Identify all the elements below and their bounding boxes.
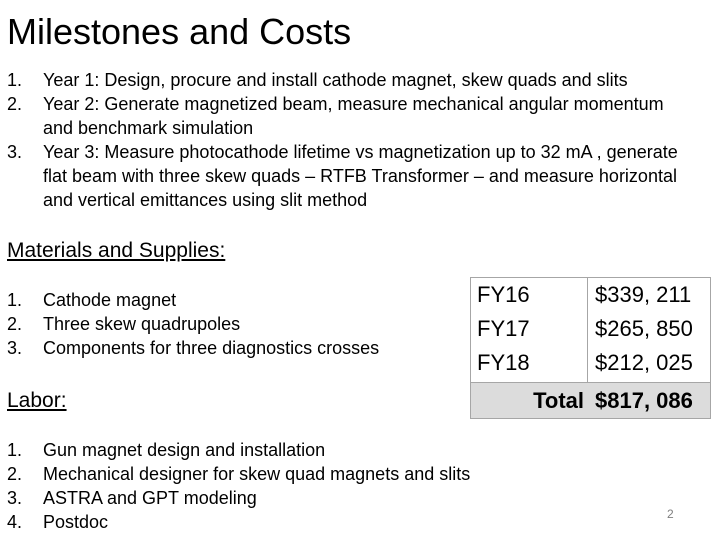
year-cell: FY16 [477,282,530,307]
list-item-number: 1. [7,440,23,460]
list-item [7,510,587,534]
list-item [7,312,457,336]
list-item-text: ASTRA and GPT modeling [43,488,257,508]
list-item [7,438,587,462]
list-item-number: 4. [7,512,23,532]
amount-cell: $265, 850 [595,316,693,341]
list-item-text: Gun magnet design and installation [43,440,326,460]
list-item-number: 3. [7,142,23,162]
list-item-number: 1. [7,70,23,90]
list-item [7,486,587,510]
list-item-text: Year 3: Measure photocathode lifetime vs magnetization up to 32 mA , generate flat beam with three skew quads – RTFB Transformer – and measure horizontal and vertical emittances using slit method [43,142,678,210]
materials-list [7,288,457,360]
list-item-text: Mechanical designer for skew quad magnets and slits [43,464,471,484]
list-item-text: Cathode magnet [43,290,177,310]
list-item-number: 3. [7,338,23,358]
amount-cell: $212, 025 [595,350,693,375]
list-item-number: 2. [7,94,23,114]
list-item-text: Postdoc [43,512,109,532]
list-item [7,288,457,312]
list-item-text: Components for three diagnostics crosses [43,338,380,358]
list-item [7,92,687,140]
cost-table [470,277,711,419]
table-row [471,278,710,311]
list-item-text: Three skew quadrupoles [43,314,241,334]
year-cell: FY17 [477,316,530,341]
list-item-number: 1. [7,290,23,310]
list-item-text: Year 1: Design, procure and install cathode magnet, skew quads and slits [43,70,628,90]
list-item [7,462,587,486]
list-item [7,336,457,360]
slide-title: Milestones and Costs [7,11,352,52]
list-item-text: Year 2: Generate magnetized beam, measure mechanical angular momentum and benchmark simulation [43,94,664,138]
list-item-number: 3. [7,488,23,508]
total-label: Total [533,388,584,413]
amount-cell: $339, 211 [595,282,692,307]
list-item [7,140,687,212]
list-item [7,68,687,92]
list-item-number: 2. [7,464,23,484]
labor-list [7,438,587,534]
milestones-list [7,68,687,212]
materials-heading: Materials and Supplies: [7,239,226,262]
total-row [471,382,710,418]
list-item-number: 2. [7,314,23,334]
year-cell: FY18 [477,350,530,375]
labor-heading: Labor: [7,389,67,412]
page-number: 2 [667,507,674,521]
total-amount: $817, 086 [595,388,693,413]
table-row [471,312,710,345]
table-row [471,346,710,379]
